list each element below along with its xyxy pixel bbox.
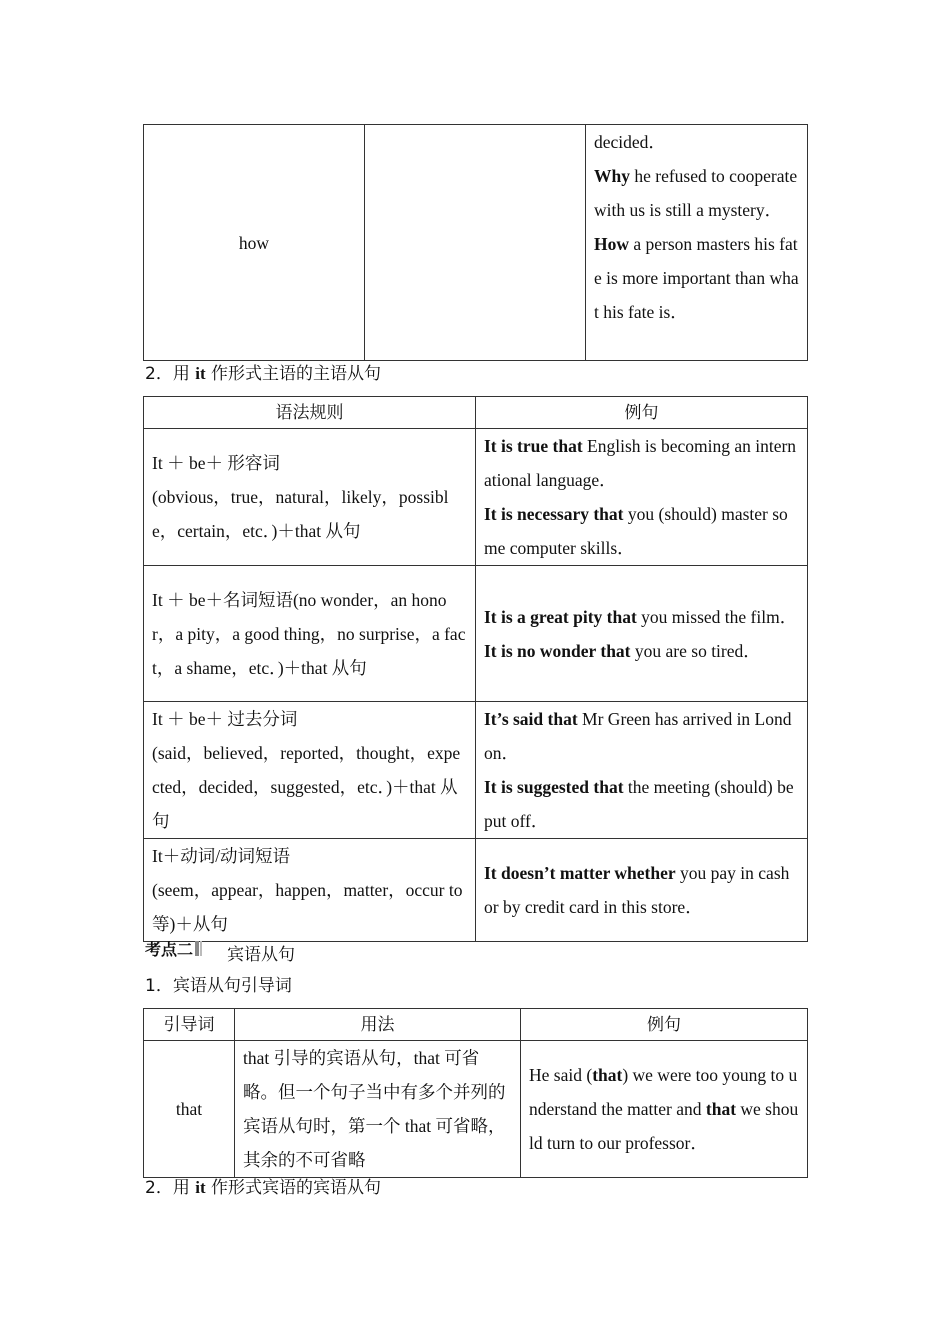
example-sentence bbox=[594, 227, 799, 329]
rule-cell: It＋动词/动词短语 (seem，appear，happen，matter，occur to 等)＋从句 bbox=[144, 839, 476, 942]
example-sentence bbox=[594, 159, 799, 227]
section-marker-icon bbox=[200, 941, 202, 956]
example-bold: How bbox=[594, 234, 629, 254]
example-cell bbox=[586, 125, 808, 361]
table-row bbox=[144, 1041, 808, 1178]
kaodian-title: 宾语从句 bbox=[227, 945, 295, 965]
rule-cell: It ＋ be＋ 过去分词 (said，believed，reported，thought，expected，decided，suggested，etc．)＋that 从句 bbox=[144, 702, 476, 839]
table-row bbox=[144, 429, 808, 566]
rule-cell: It ＋ be＋名词短语(no wonder，an honor，a pity，a good thing，no surprise，a fact，a shame，etc．)＋that 从句 bbox=[144, 566, 476, 702]
section-heading-it-subject: 2．用 it 作形式主语的主语从句 bbox=[145, 364, 382, 384]
kaodian-label: 考点二 bbox=[145, 937, 202, 963]
example-cell: It is true that English is becoming an international language． It is necessary that you (should) master some computer skills． bbox=[476, 429, 808, 566]
leader-cell: that bbox=[144, 1041, 235, 1178]
example-continuation: decided． bbox=[594, 132, 666, 152]
table-row bbox=[144, 566, 808, 702]
header-example: 例句 bbox=[521, 1009, 808, 1041]
example-cell: It is a great pity that you missed the film． It is no wonder that you are so tired． bbox=[476, 566, 808, 702]
example-text: he refused to cooperate with us is still a mystery． bbox=[594, 166, 798, 220]
section-heading-it-object: 2．用 it 作形式宾语的宾语从句 bbox=[145, 1178, 382, 1198]
header-example: 例句 bbox=[476, 397, 808, 429]
table-object-clause-leaders bbox=[143, 1008, 808, 1178]
table-header-row bbox=[144, 397, 808, 429]
leader-cell: how bbox=[144, 125, 365, 361]
example-bold: Why bbox=[594, 166, 630, 186]
table-row bbox=[144, 125, 808, 361]
usage-cell bbox=[365, 125, 586, 361]
header-leader: 引导词 bbox=[144, 1009, 235, 1041]
section-marker-icon bbox=[195, 941, 199, 956]
table-it-formal-subject bbox=[143, 396, 808, 942]
section-heading-object-leaders: 1．宾语从句引导词 bbox=[145, 976, 292, 996]
table-clause-leaders-continued bbox=[143, 124, 808, 361]
example-cell: It’s said that Mr Green has arrived in London． It is suggested that the meeting (should) be put off． bbox=[476, 702, 808, 839]
header-rule: 语法规则 bbox=[144, 397, 476, 429]
table-row bbox=[144, 702, 808, 839]
example-text: a person masters his fate is more important than what his fate is． bbox=[594, 234, 799, 322]
usage-cell: that 引导的宾语从句，that 可省略。但一个句子当中有多个并列的宾语从句时，第一个 that 可省略，其余的不可省略 bbox=[235, 1041, 521, 1178]
example-cell: He said (that) we were too young to understand the matter and that we should turn to our professor． bbox=[521, 1041, 808, 1178]
example-cell: It doesn’t matter whether you pay in cash or by credit card in this store． bbox=[476, 839, 808, 942]
table-row bbox=[144, 839, 808, 942]
rule-cell: It ＋ be＋ 形容词 (obvious，true，natural，likely，possible，certain，etc．)＋that 从句 bbox=[144, 429, 476, 566]
header-usage: 用法 bbox=[235, 1009, 521, 1041]
table-header-row bbox=[144, 1009, 808, 1041]
